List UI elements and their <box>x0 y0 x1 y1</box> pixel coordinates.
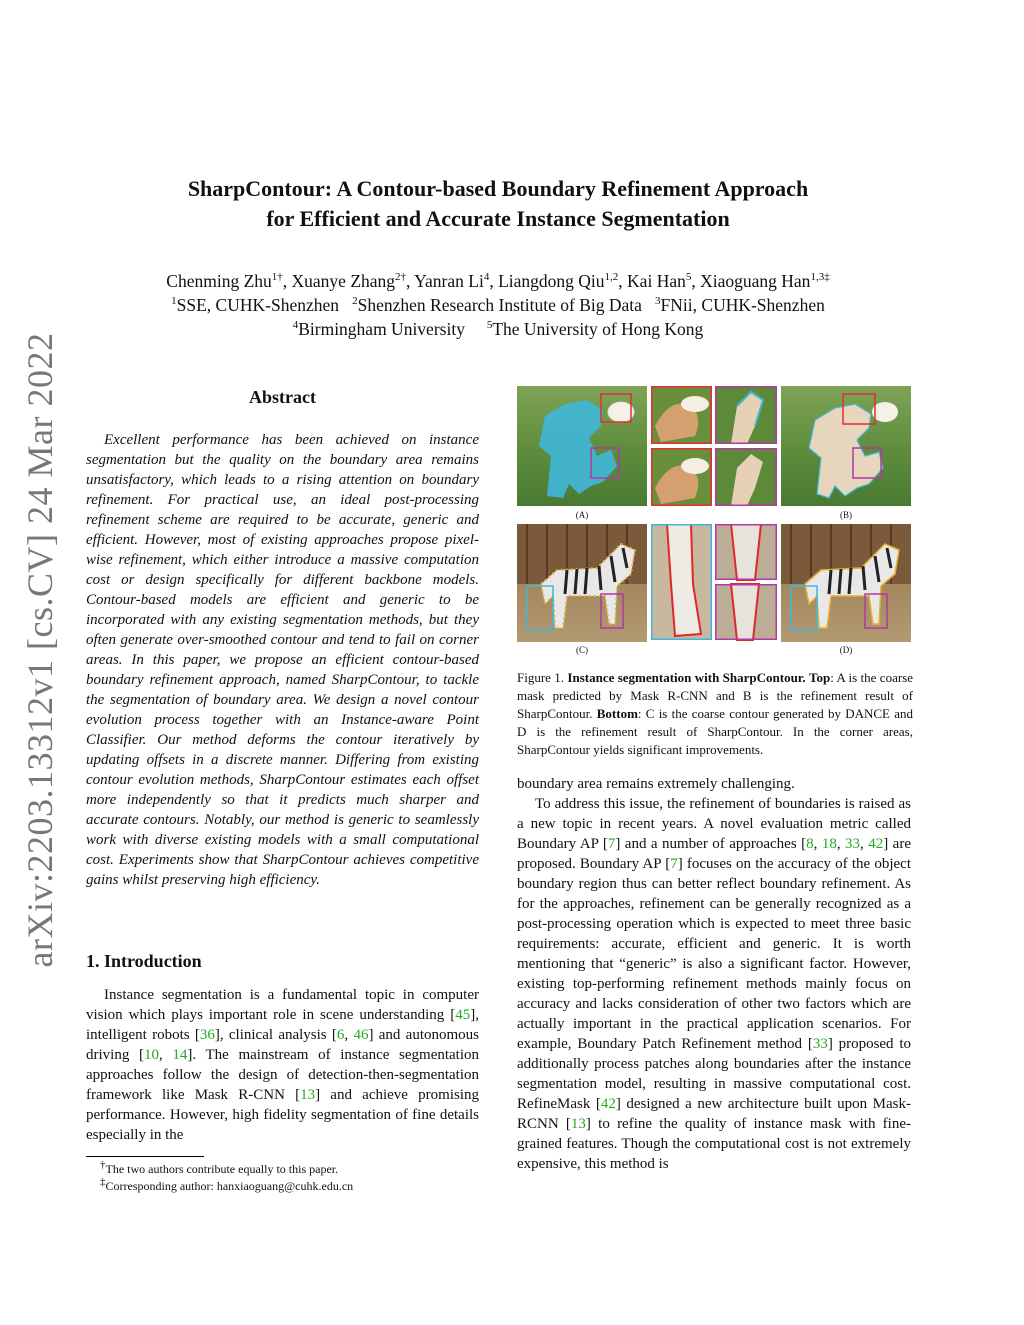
citation-link[interactable]: 36 <box>199 1027 215 1043</box>
footnote-text: Corresponding author: hanxiaoguang@cuhk.edu.cn <box>105 1179 354 1193</box>
panel-label-a: (A) <box>575 510 589 520</box>
text-run: ], clinical analysis [ <box>214 1027 337 1043</box>
figure-1 <box>517 386 913 656</box>
caption-bottom-label: Bottom <box>596 706 638 721</box>
zebra-coarse-image <box>517 524 647 642</box>
zoom-panels-bottom <box>651 524 777 642</box>
zoom-panels-top <box>651 386 777 506</box>
panel-label-c: (C) <box>576 645 588 655</box>
footnote-2 <box>86 1178 479 1194</box>
affil-mark: 3 <box>655 295 661 308</box>
citation-link[interactable]: 10 <box>143 1047 159 1063</box>
affiliation: Birmingham University <box>298 319 465 339</box>
citation-link[interactable]: 13 <box>570 1116 586 1132</box>
text-run: ] focuses on the accuracy of the object boundary region thus can better reflect boundary refinement. As for the approaches, refinement can be generally recognized as a post-processing operation which is expected to meet three basic requirements: accurate, efficient and generic. It is worth mentioning that “generic” is also a significant factor. However, existing top-performing refinement methods mainly focus on accuracy and lacks consideration of other two factors which are actually important in the practical application scenarios. For example, Boundary Patch Refinement method [ <box>517 856 912 1052</box>
panel-d-image <box>781 524 911 642</box>
refined-mask-image <box>781 386 911 506</box>
text-run: ] designed a new architecture built upon Mask-RCNN [ <box>517 1096 911 1132</box>
citation-link[interactable]: 7 <box>607 836 616 852</box>
citation-link[interactable]: 14 <box>172 1047 188 1063</box>
citation-link[interactable]: 8 <box>806 836 814 852</box>
author: Xuanye Zhang <box>291 271 396 291</box>
citation-link[interactable]: 33 <box>845 836 861 852</box>
caption-title: Instance segmentation with SharpContour. <box>567 670 806 685</box>
citation-link[interactable]: 13 <box>300 1087 316 1103</box>
arxiv-identifier-text: arXiv:2203.13312v1 [cs.CV] 24 Mar 2022 <box>20 332 60 968</box>
right-column-body <box>517 774 911 1174</box>
footnote-mark: † <box>100 1159 106 1171</box>
footnote-text: The two authors contribute equally to this paper. <box>105 1162 339 1176</box>
citation-link[interactable]: 45 <box>455 1007 471 1023</box>
text-run: , <box>860 836 869 852</box>
continued-paragraph: boundary area remains extremely challenging. <box>517 776 795 792</box>
affiliation: The University of Hong Kong <box>492 319 704 339</box>
affil-mark: 1 <box>171 295 177 308</box>
citation-link[interactable]: 18 <box>821 836 837 852</box>
citation-link[interactable]: 7 <box>670 856 678 872</box>
paper-title-line-2: for Efficient and Accurate Instance Segmentation <box>266 206 730 231</box>
text-run: ] are proposed. Boundary AP [ <box>517 836 911 872</box>
text-run: To address this issue, the refinement of boundaries is raised as a new topic in recent years. A novel evaluation metric called Boundary AP [ <box>517 796 911 852</box>
affiliations-line-2 <box>90 318 906 341</box>
figure-1-caption <box>517 669 913 759</box>
affiliations-line-1 <box>90 294 906 317</box>
panel-c-image <box>517 524 647 642</box>
author-mark: 1† <box>271 271 283 284</box>
citation-link[interactable]: 42 <box>600 1096 616 1112</box>
abstract-text: Excellent performance has been achieved on instance segmentation but the quality on the boundary area remains unsatisfactory, which leads to a rising attention on boundary refinement. For practical use, an ideal post-processing refinement scheme are required to be accurate, generic and efficient. However, most of existing approaches propose pixel-wise refinement, which either introduce a massive computation cost or design specifically for different backbone models. Contour-based models are efficient and generic to be incorporated with any existing segmentation methods, but they often generate over-smoothed contour and tend to fail on corner areas. In this paper, we propose an efficient contour-based boundary refinement approach, named SharpContour, to tackle the segmentation of boundary area. We design a novel contour evolution process together with an Instance-aware Point Classifier. Our method deforms the contour iteratively by updating offsets in a discrete manner. Differing from existing contour evolution methods, SharpContour estimates each offset more independently so that it predicts much sharper and accurate contours. Notably, our method is generic to seamlessly work with diverse existing models with a small computational cost. Experiments show that SharpContour achieves competitive gains whilst preserving high efficiency. <box>86 432 479 888</box>
citation-link[interactable]: 6 <box>336 1027 345 1043</box>
author: Yanran Li <box>414 271 484 291</box>
author-mark: 2† <box>395 271 407 284</box>
affiliation: Shenzhen Research Institute of Big Data <box>357 295 642 315</box>
text-run: ] and autonomous driving [ <box>86 1027 479 1063</box>
caption-top-label: Top <box>809 670 831 685</box>
affiliation: FNii, CUHK-Shenzhen <box>660 295 825 315</box>
author-mark: 1,3‡ <box>810 271 830 284</box>
zebra-refined-image <box>781 524 911 642</box>
panel-a-image <box>517 386 647 506</box>
intro-body <box>86 985 479 1145</box>
footnote-1 <box>86 1161 479 1177</box>
author: Chenming Zhu <box>166 271 272 291</box>
author: Kai Han <box>627 271 686 291</box>
panel-label-d: (D) <box>839 645 853 655</box>
citation-link[interactable]: 42 <box>868 836 884 852</box>
zoom-crops-image <box>651 386 777 506</box>
mask-overlay-image <box>517 386 647 506</box>
text-run: ] proposed to additionally process patches along boundaries after the instance segmentation model, resulting in massive computational cost. RefineMask [ <box>517 1036 911 1112</box>
abstract-body <box>86 430 479 890</box>
affil-mark: 5 <box>486 319 493 332</box>
text-run: Instance segmentation is a fundamental topic in computer vision which plays important role in scene understanding [ <box>86 987 479 1023</box>
footnote-mark: ‡ <box>100 1176 106 1188</box>
author-list: Chenming Zhu$^{1\dagger}$, Xuanye Zhang$^{2\dagger}$, Yanran Li$^4$, Liangdong Qiu$^{1,2}$, Kai Han$^5$, Xiaoguang Han$^{1,3\ddagger}$ <box>166 271 830 291</box>
author: Xiaoguang Han <box>700 271 811 291</box>
footnote-rule <box>86 1156 204 1157</box>
caption-bottom-text: : C is the coarse contour generated by DANCE and D is the refinement result of SharpContour. In the corner areas, SharpContour yields significant improvements. <box>517 706 913 757</box>
paper-title-line-1: SharpContour: A Contour-based Boundary Refinement Approach <box>187 176 809 201</box>
caption-prefix: Figure 1. <box>517 670 568 685</box>
text-run: ] and a number of approaches [ <box>615 836 807 852</box>
citation-link[interactable]: 33 <box>812 1036 828 1052</box>
text-run: , <box>836 836 846 852</box>
author: Liangdong Qiu <box>498 271 605 291</box>
author-mark: 4 <box>483 271 490 284</box>
citation-link[interactable]: 46 <box>353 1027 369 1043</box>
caption-top-text: : A is the coarse mask predicted by Mask R-CNN and B is the refinement result of SharpContour. <box>517 670 913 721</box>
affil-mark: 2 <box>352 295 358 308</box>
text-run: , <box>344 1027 354 1043</box>
affil-mark: 4 <box>292 319 299 332</box>
abstract-heading: Abstract <box>249 387 316 407</box>
author-mark: 5 <box>685 271 692 284</box>
paragraph <box>517 794 911 1174</box>
text-run: , <box>158 1047 173 1063</box>
text-run: ] to refine the quality of instance mask with fine-grained features. Though the computational cost is not extremely expensive, this method is <box>517 1116 911 1172</box>
panel-b-image <box>781 386 911 506</box>
intro-paragraph <box>86 985 479 1145</box>
author-mark: 1,2 <box>604 271 619 284</box>
intro-heading: 1. Introduction <box>86 951 202 971</box>
text-run: ], intelligent robots [ <box>86 1007 479 1043</box>
zebra-zoom-crops-image <box>651 524 777 642</box>
arxiv-identifier <box>10 332 70 968</box>
text-run: ]. The mainstream of instance segmentation approaches follow the design of detection-then-segmentation framework like Mask R-CNN [ <box>86 1047 480 1103</box>
text-run: , <box>813 836 822 852</box>
affiliation: SSE, CUHK-Shenzhen <box>176 295 339 315</box>
panel-label-b: (B) <box>840 510 852 520</box>
text-run: ] and achieve promising performance. However, high fidelity segmentation of fine details especially in the <box>86 1087 479 1143</box>
